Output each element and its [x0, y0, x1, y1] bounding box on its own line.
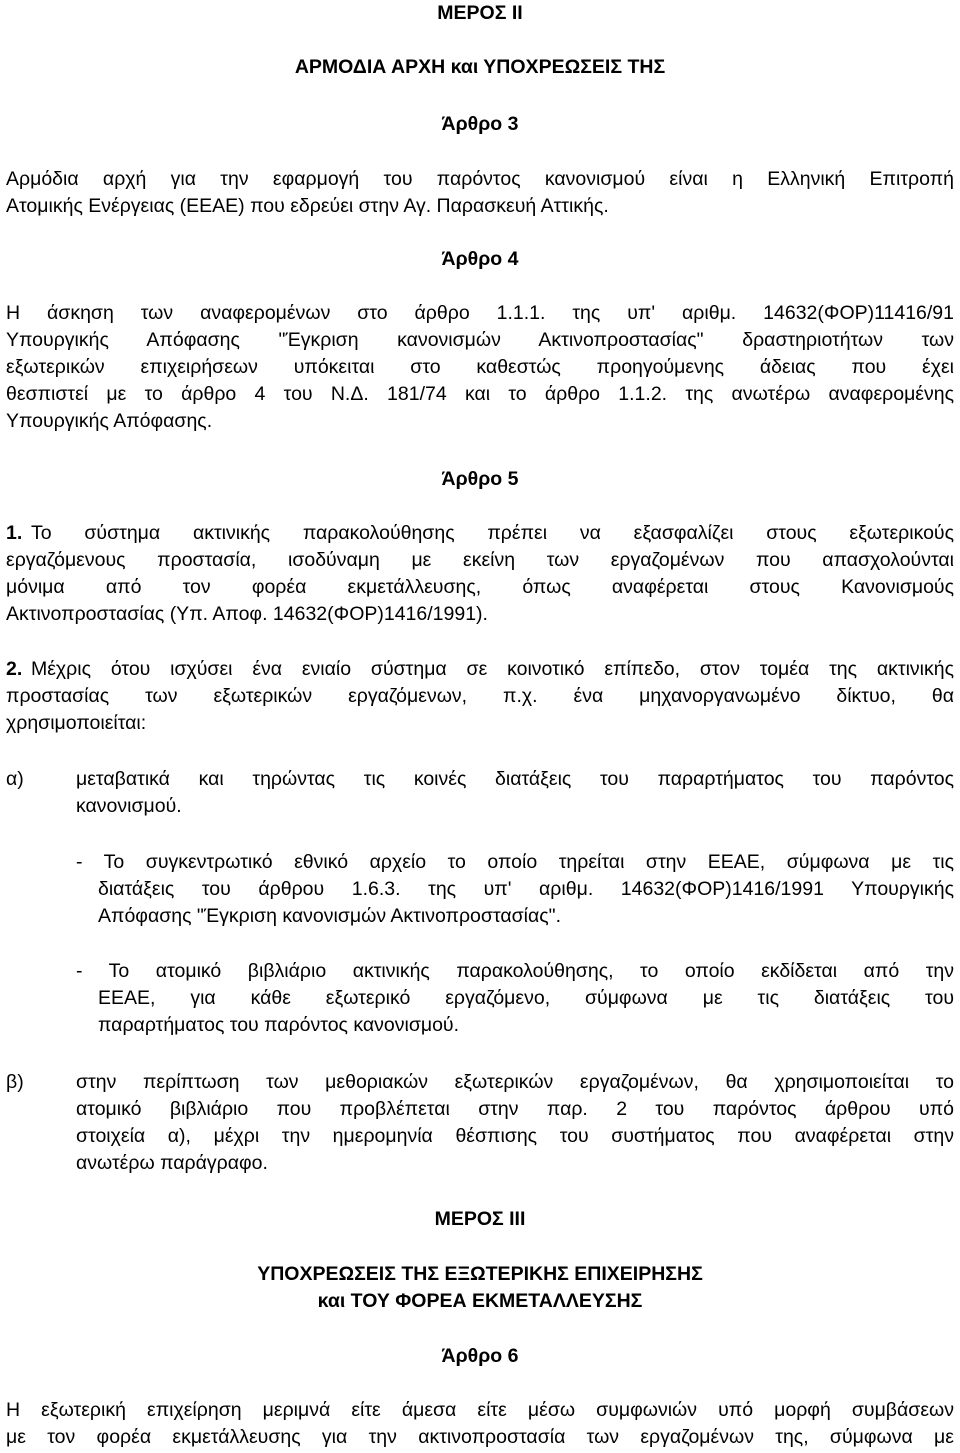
part2-heading: ΜΕΡΟΣ ΙΙ	[437, 2, 523, 24]
article5-p2-line: χρησιμοποιείται:	[6, 712, 147, 734]
dash-item-line: παραρτήματος του παρόντος κανονισμού.	[98, 1014, 460, 1036]
dash-item-line: Απόφασης "Έγκριση κανονισμών Ακτινοπροστασίας".	[98, 905, 562, 927]
article3-line: Αρμόδια αρχή για την εφαρμογή του παρόντος κανονισμού είναι η Ελληνική Επιτροπή	[6, 168, 954, 190]
article6-line: με τον φορέα εκμετάλλευσης για την ακτινοπροστασία των εργαζομένων της, σύμφωνα με	[6, 1426, 954, 1448]
part2-title: ΑΡΜΟΔΙΑ ΑΡΧΗ και ΥΠΟΧΡΕΩΣΕΙΣ ΤΗΣ	[294, 56, 666, 78]
paragraph-number: 1.	[6, 522, 23, 544]
item-alpha-text	[76, 766, 954, 820]
part3-heading: ΜΕΡΟΣ ΙΙΙ	[434, 1208, 526, 1230]
item-beta-text	[76, 1069, 954, 1177]
article3-line: Ατομικής Ενέργειας (ΕΕΑΕ) που εδρεύει στην Αγ. Παρασκευή Αττικής.	[6, 195, 609, 217]
article5-p2-line: προστασίας των εξωτερικών εργαζόμενων, π.χ. ένα μηχανοργανωμένο δίκτυο, θα	[6, 685, 954, 707]
dash-item-line: διατάξεις του άρθρου 1.6.3. της υπ' αριθμ. 14632(ΦΟΡ)1416/1991 Υπουργικής	[98, 878, 954, 900]
item-beta-line: στοιχεία α), μέχρι την ημερομηνία θέσπισης του συστήματος που αναφέρεται στην	[76, 1125, 954, 1147]
article4-heading: Άρθρο 4	[441, 248, 519, 270]
item-beta-line: ανωτέρω παράγραφο.	[76, 1152, 268, 1174]
part3-title-line1: ΥΠΟΧΡΕΩΣΕΙΣ ΤΗΣ ΕΞΩΤΕΡΙΚΗΣ ΕΠΙΧΕΙΡΗΣΗΣ	[257, 1263, 703, 1285]
article4-line: Υπουργικής Απόφασης "Έγκριση κανονισμών Ακτινοπροστασίας" δραστηριοτήτων των	[6, 329, 954, 351]
item-beta-label: β)	[6, 1071, 24, 1093]
dash-item-line: ΕΕΑΕ, για κάθε εξωτερικό εργαζόμενο, σύμφωνα με τις διατάξεις του	[98, 987, 954, 1009]
dash-item-1	[76, 849, 954, 930]
article5-heading: Άρθρο 5	[441, 468, 519, 490]
dash-item-line: - Το ατομικό βιβλιάριο ακτινικής παρακολούθησης, το οποίο εκδίδεται από την	[76, 960, 954, 982]
item-alpha-line: κανονισμού.	[76, 795, 182, 817]
article5-p1-line: μόνιμα από τον φορέα εκμετάλλευσης, όπως αναφέρεται στους Κανονισμούς	[6, 576, 954, 598]
article5-p1-line: Ακτινοπροστασίας (Υπ. Αποφ. 14632(ΦΟΡ)1416/1991).	[6, 603, 488, 625]
article5-p1-line: εργαζόμενους προστασία, ισοδύναμη με εκείνη των εργαζομένων που απασχολούνται	[6, 549, 954, 571]
article5-p1-line: Το σύστημα ακτινικής παρακολούθησης πρέπει να εξασφαλίζει στους εξωτερικούς	[31, 522, 954, 544]
article4-paragraph	[6, 300, 954, 435]
dash-item-2	[76, 958, 954, 1039]
article4-line: Υπουργικής Απόφασης.	[6, 410, 213, 432]
item-alpha-line: μεταβατικά και τηρώντας τις κοινές διατάξεις του παραρτήματος του παρόντος	[76, 768, 954, 790]
article5-p2-line: Μέχρις ότου ισχύσει ένα ενιαίο σύστημα σε κοινοτικό επίπεδο, στον τομέα της ακτινικής	[31, 658, 954, 680]
article4-line: Η άσκηση των αναφερομένων στο άρθρο 1.1.1. της υπ' αριθμ. 14632(ΦΟΡ)11416/91	[6, 302, 954, 324]
article6-line: Η εξωτερική επιχείρηση μεριμνά είτε άμεσα είτε μέσω συμφωνιών υπό μορφή συμβάσεων	[6, 1399, 954, 1421]
article5-paragraph-1	[6, 520, 954, 628]
item-beta-line: ατομικό βιβλιάριο που προβλέπεται στην παρ. 2 του παρόντος άρθρου υπό	[76, 1098, 954, 1120]
article3-heading: Άρθρο 3	[441, 113, 519, 135]
article6-heading: Άρθρο 6	[441, 1345, 519, 1367]
article5-paragraph-2	[6, 656, 954, 737]
dash-item-line: - Το συγκεντρωτικό εθνικό αρχείο το οποίο τηρείται στην ΕΕΑΕ, σύμφωνα με τις	[76, 851, 954, 873]
article4-line: θεσπιστεί με το άρθρο 4 του Ν.Δ. 181/74 και το άρθρο 1.1.2. της ανωτέρω αναφερομένης	[6, 383, 954, 405]
item-alpha-label: α)	[6, 768, 24, 790]
item-beta-line: στην περίπτωση των μεθοριακών εξωτερικών εργαζομένων, θα χρησιμοποιείται το	[76, 1071, 954, 1093]
article6-paragraph	[6, 1397, 954, 1451]
paragraph-number: 2.	[6, 658, 23, 680]
article3-paragraph	[6, 166, 954, 220]
article4-line: εξωτερικών επιχειρήσεων υπόκειται στο καθεστώς προηγούμενης άδειας που έχει	[6, 356, 954, 378]
part3-title-line2: και ΤΟΥ ΦΟΡΕΑ ΕΚΜΕΤΑΛΛΕΥΣΗΣ	[317, 1290, 643, 1312]
